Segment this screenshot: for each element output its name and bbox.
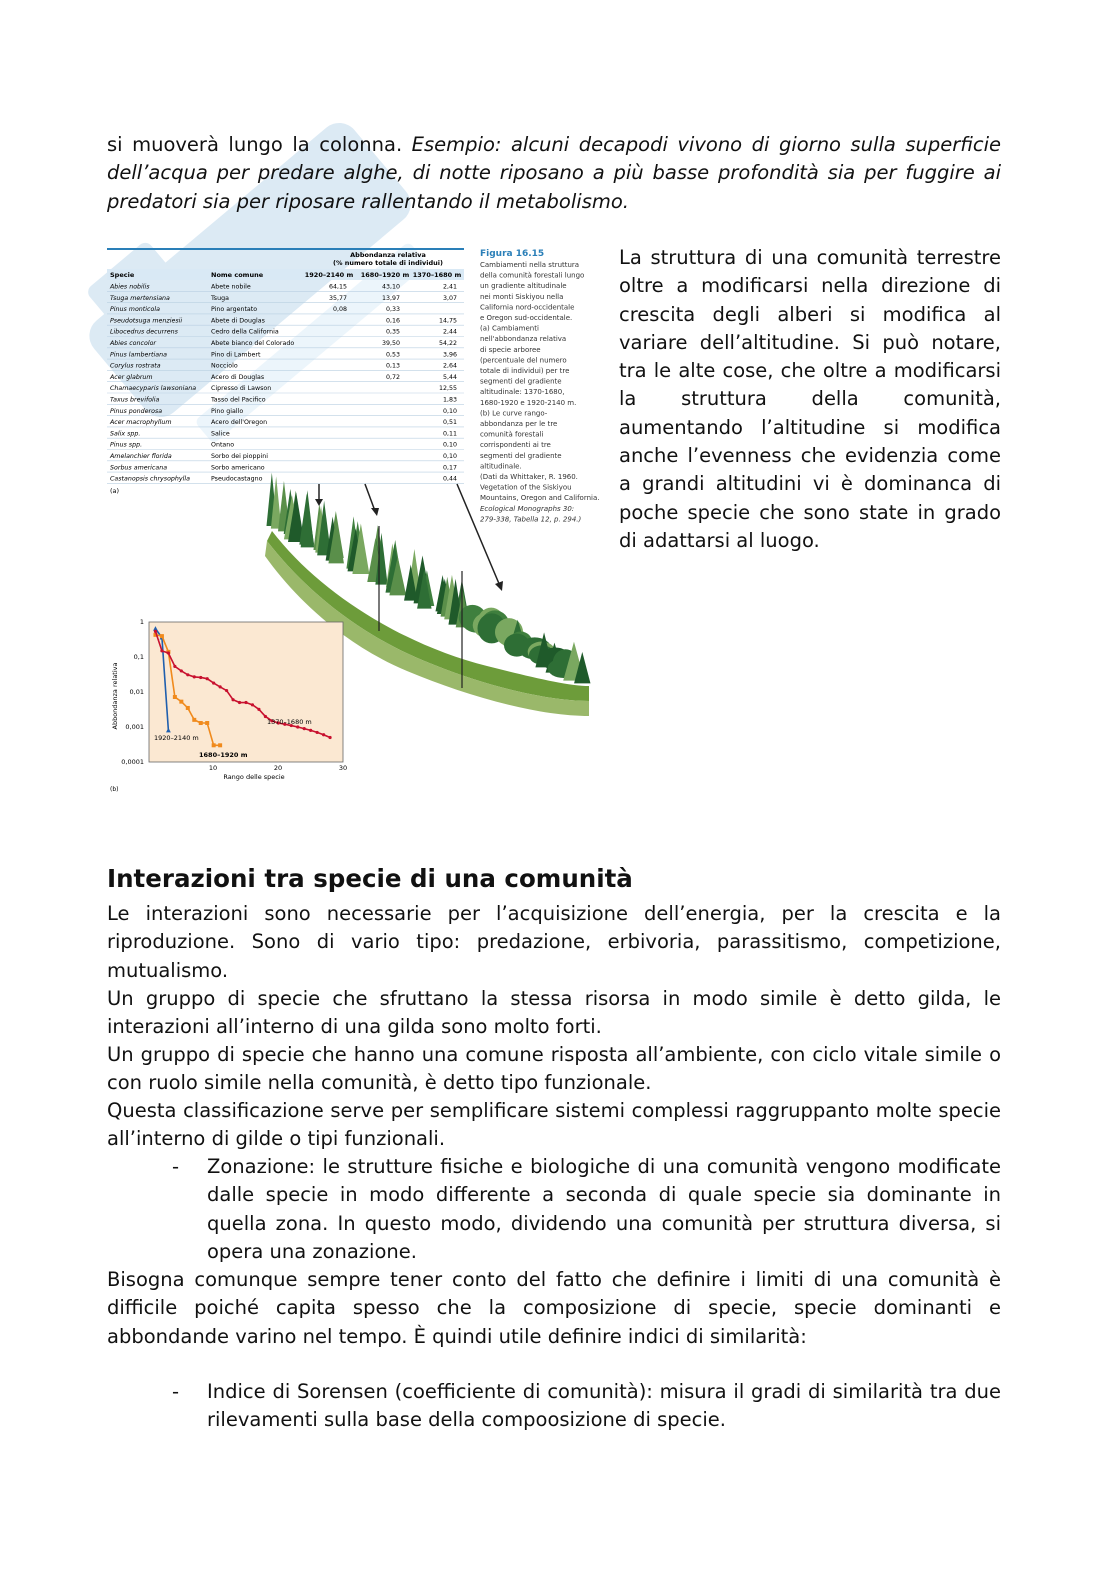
table-cell: 0,13 — [385, 362, 400, 370]
bullet-zonation: Zonazione: le strutture fisiche e biologiche di una comunità vengono modificate dalle specie in modo differente a seconda di quale specie sia dominante in quella zona. In questo modo, dividendo una comunità per struttura diversa, si opera una zonazione. — [207, 1155, 1001, 1263]
table-cell: Sorbo dei pioppini — [211, 453, 268, 460]
table-col-species: Specie — [110, 271, 135, 279]
series-point — [199, 676, 202, 679]
caption-line: (a) Cambiamenti — [480, 324, 539, 333]
bullet-sorensen: Indice di Sorensen (coefficiente di comunità): misura il gradi di similarità tra due rilevamenti sulla base della compoosizione di specie. — [207, 1380, 1001, 1432]
x-tick-30: 30 — [338, 764, 348, 772]
arrow-3-head — [495, 581, 503, 591]
table-cell: Salice — [211, 430, 230, 438]
table-cell: 0,35 — [385, 328, 400, 336]
series-point — [186, 673, 189, 676]
figure-canvas — [107, 246, 607, 796]
paragraph-community-limits: Bisogna comunque sempre tener conto del fatto che definire i limiti di una comunità è difficile poiché capita spesso che la composizione di specie, specie dominanti e abbondande varino nel tempo. È quindi utile definire indici di similarità: — [107, 1268, 1001, 1348]
table-cell: Ontano — [211, 441, 235, 449]
table-cell: Pinus spp. — [110, 441, 143, 449]
y-tick-0.01: 0,01 — [129, 688, 144, 696]
section-title: Interazioni tra specie di una comunità — [107, 864, 633, 893]
table-cell: 0,10 — [442, 407, 457, 415]
table-cell: 35,77 — [328, 294, 347, 302]
x-tick-10: 10 — [208, 764, 218, 772]
y-tick-0.0001: 0,0001 — [121, 758, 144, 766]
table-cell: Taxus brevifolia — [110, 396, 160, 404]
table-cell: 54,22 — [438, 340, 457, 347]
series-point — [244, 701, 247, 704]
table-cell: Pinus monticola — [110, 306, 160, 314]
series-point — [186, 706, 190, 710]
table-cell: Abete nobile — [211, 283, 251, 291]
table-cell: 2,44 — [442, 328, 457, 336]
series-point — [322, 733, 325, 736]
caption-line: nei monti Siskiyou nella — [480, 292, 564, 301]
table-cell: Chamaecyparis lawsoniana — [110, 385, 197, 393]
table-cell: Nocciolo — [211, 362, 238, 370]
arrow-1-head — [315, 499, 323, 506]
series-point — [160, 634, 164, 638]
caption-line: corrispondenti ai tre — [480, 441, 551, 450]
table-cell: 14,75 — [438, 317, 457, 325]
table-cell: 0,16 — [385, 317, 400, 325]
series-point — [231, 698, 234, 701]
table-cell: 0,51 — [442, 419, 457, 427]
series-point — [206, 677, 209, 680]
caption-line: Vegetation of the Siskiyou — [480, 483, 572, 492]
series-point — [179, 700, 183, 704]
arrow-2-head — [371, 508, 379, 516]
table-cell: 0,53 — [385, 351, 400, 359]
caption-line: abbondanza per le tre — [480, 420, 558, 428]
caption-line: Cambiamenti nella struttura — [480, 261, 580, 269]
y-tick-1: 1 — [139, 618, 144, 626]
series-point — [193, 675, 196, 678]
table-cell: Tsuga mertensiana — [110, 294, 170, 302]
series-point — [173, 695, 177, 699]
caption-line: (b) Le curve rango- — [480, 409, 548, 418]
paragraph-classification: Questa classificazione serve per semplificare sistemi complessi raggruppanto molte specie all’interno di gilde o tipi funzionali. — [107, 1099, 1001, 1151]
table-cell: 0,44 — [442, 475, 457, 483]
table-cell: 2,41 — [442, 283, 457, 291]
series-label-1920: 1920–2140 m — [154, 734, 199, 742]
table-cell: 39,50 — [381, 340, 400, 347]
table-cell: 0,10 — [442, 453, 457, 460]
series-point — [154, 630, 157, 633]
series-point — [316, 731, 319, 734]
table-cell: 5,44 — [442, 373, 457, 381]
table-cell: 0,08 — [332, 306, 347, 314]
bullet-marker-1: - — [172, 1155, 180, 1178]
table-cell: 2,64 — [442, 362, 457, 370]
table-cell: 3,96 — [442, 351, 457, 359]
paragraph-functional-type: Un gruppo di specie che hanno una comune risposta all’ambiente, con ciclo vitale simile o con ruolo simile nella comunità, è detto tipo funzionale. — [107, 1043, 1001, 1095]
table-cell: Cipresso di Lawson — [211, 385, 272, 393]
caption-line: della comunità forestali lungo — [480, 271, 585, 280]
intro-plain-text: si muoverà lungo la colonna. — [107, 133, 412, 156]
series-point — [218, 743, 222, 747]
table-cell: Tasso del Pacifico — [211, 396, 266, 404]
paragraph-interactions: Le interazioni sono necessarie per l’acquisizione dell’energia, per la crescita e la riproduzione. Sono di vario tipo: predazione, erbivoria, parassitismo, competizione, mutualismo. — [107, 902, 1001, 982]
table-cell: 13,97 — [381, 294, 400, 302]
caption-line: Mountains, Oregon and California. — [480, 494, 600, 503]
caption-line: un gradiente altitudinale — [480, 282, 567, 291]
table-cell: 3,07 — [442, 294, 457, 302]
table-cell: Pino giallo — [211, 407, 244, 415]
table-cell: Acer macrophyllum — [110, 419, 172, 427]
caption-line: altitudinale: 1370-1680, — [480, 388, 565, 397]
table-cell: Tsuga — [211, 294, 229, 302]
table-col-1680: 1680–1920 m — [360, 271, 410, 279]
series-label-1370: 1370–1680 m — [267, 718, 312, 726]
table-cell: 0,11 — [442, 430, 457, 438]
table-cell: Abies concolor — [110, 340, 157, 347]
paragraph-guild: Un gruppo di specie che sfruttano la stessa risorsa in modo simile è detto gilda, le interazioni all’interno di una gilda sono molto forti. — [107, 987, 1001, 1039]
table-cell: Abete bianco del Colorado — [211, 340, 295, 347]
series-point — [180, 669, 183, 672]
table-col-1920: 1920–2140 m — [304, 271, 354, 279]
x-tick-20: 20 — [273, 764, 283, 772]
arrow-2 — [365, 484, 375, 511]
table-col-1370: 1370–1680 m — [412, 271, 462, 279]
table-cell: 12,55 — [438, 385, 457, 393]
table-cell: Pinus ponderosa — [110, 407, 163, 415]
table-cell: Acer glabrum — [110, 373, 153, 381]
caption-line: segmenti del gradiente — [480, 377, 562, 386]
table-cell: 43,10 — [381, 283, 400, 291]
tree-shape — [301, 490, 314, 547]
figure-caption — [480, 249, 600, 523]
caption-line: di specie arboree — [480, 345, 541, 354]
series-point — [251, 703, 254, 706]
caption-line: 279-338, Tabella 12, p. 294.) — [480, 515, 582, 524]
intro-paragraph — [107, 131, 1001, 216]
series-point — [173, 665, 176, 668]
table-cell: Cedro della California — [211, 328, 279, 336]
graph-label-b: (b) — [110, 786, 119, 793]
table-cell: 0,17 — [442, 464, 457, 472]
table-cell: Pseudotsuga menziesii — [110, 317, 183, 325]
table-cell: Castanopsis chrysophylla — [110, 475, 190, 483]
series-point — [167, 651, 170, 654]
figure-16-15 — [107, 246, 607, 796]
caption-line: California nord-occidentale — [480, 303, 575, 312]
table-cell: 0,33 — [385, 306, 400, 314]
series-point — [212, 681, 215, 684]
caption-line: altitudinale. — [480, 462, 522, 471]
series-label-1680: 1680–1920 m — [199, 751, 248, 759]
intro-italic-example: Esempio: alcuni decapodi vivono di giorno sulla superficie dell’acqua per predare alghe, di notte riposano a più basse profondità sia per fuggire ai predatori sia per riposare rallentando il metabolismo. — [107, 133, 1001, 213]
table-col-common: Nome comune — [211, 271, 264, 279]
series-point — [303, 727, 306, 730]
bullet-marker-2: - — [172, 1380, 180, 1403]
table-cell: Pseudocastagno — [211, 475, 263, 483]
caption-line: segmenti del gradiente — [480, 451, 562, 460]
abundance-table — [107, 249, 464, 495]
table-cell: Pino argentato — [211, 306, 258, 314]
table-cell: Corylus rostrata — [110, 362, 161, 370]
y-tick-0.001: 0,001 — [125, 723, 144, 731]
table-cell: Abete di Douglas — [211, 317, 265, 325]
series-point — [257, 708, 260, 711]
caption-line: e Oregon sud-occidentale. — [480, 314, 573, 322]
caption-line: Ecological Monographs 30: — [480, 504, 575, 513]
caption-line: totale di individui) per tre — [480, 367, 570, 375]
table-cell: Acero dell'Oregon — [211, 419, 268, 427]
y-tick-0.1: 0,1 — [133, 653, 144, 661]
caption-line: nell'abbondanza relativa — [480, 335, 567, 344]
table-cell: Sorbus americana — [110, 464, 168, 472]
table-cell: Abies nobilis — [110, 283, 150, 291]
table-cell: 1,83 — [442, 396, 457, 404]
table-cell: Salix spp. — [110, 430, 141, 438]
series-point — [328, 736, 331, 739]
series-point — [212, 743, 216, 747]
table-group-header-1: Abbondanza relativa — [350, 251, 426, 259]
table-cell: Sorbo americano — [211, 464, 265, 472]
graph-x-label: Rango delle specie — [223, 773, 285, 781]
table-cell: Amelanchier florida — [110, 453, 172, 460]
table-label-a: (a) — [110, 487, 120, 495]
caption-line: comunità forestali — [480, 430, 544, 439]
series-point — [160, 649, 163, 652]
graph-y-label: Abbondanza relativa — [111, 662, 119, 730]
caption-line: (percentuale del numero — [480, 356, 567, 365]
series-point — [238, 701, 241, 704]
table-cell: Pino di Lambert — [211, 351, 261, 359]
table-cell: Libocedrus decurrens — [110, 328, 178, 336]
caption-title: Figura 16.15 — [480, 249, 545, 259]
side-paragraph: La struttura di una comunità terrestre oltre a modificarsi nella direzione di crescita degli alberi si modifica al variare dell’altitudine. Si può notare, tra le alte cose, che oltre a modificarsi la struttura della comunità, aumentando l’altitudine si modifica anche l’evenness che evidenzia come a grandi altitudini vi è dominanca di poche specie che sono state in grado di adattarsi al luogo. — [619, 246, 1001, 552]
series-point — [309, 729, 312, 732]
table-cell: Pinus lambertiana — [110, 351, 167, 359]
series-point — [199, 721, 203, 725]
caption-line: 1680-1920 e 1920-2140 m. — [480, 398, 577, 407]
table-group-header-2: (% numero totale di individui) — [333, 259, 443, 267]
table-cell: Acero di Douglas — [211, 373, 265, 381]
caption-line: (Dati da Whittaker, R. 1960. — [480, 473, 578, 481]
rank-abundance-graph — [110, 618, 347, 793]
series-point — [192, 718, 196, 722]
table-cell: 0,10 — [442, 441, 457, 449]
table-cell: 64,15 — [328, 283, 347, 291]
series-point — [225, 689, 228, 692]
table-cell: 0,72 — [385, 373, 400, 381]
series-point — [219, 685, 222, 688]
series-point — [205, 721, 209, 725]
